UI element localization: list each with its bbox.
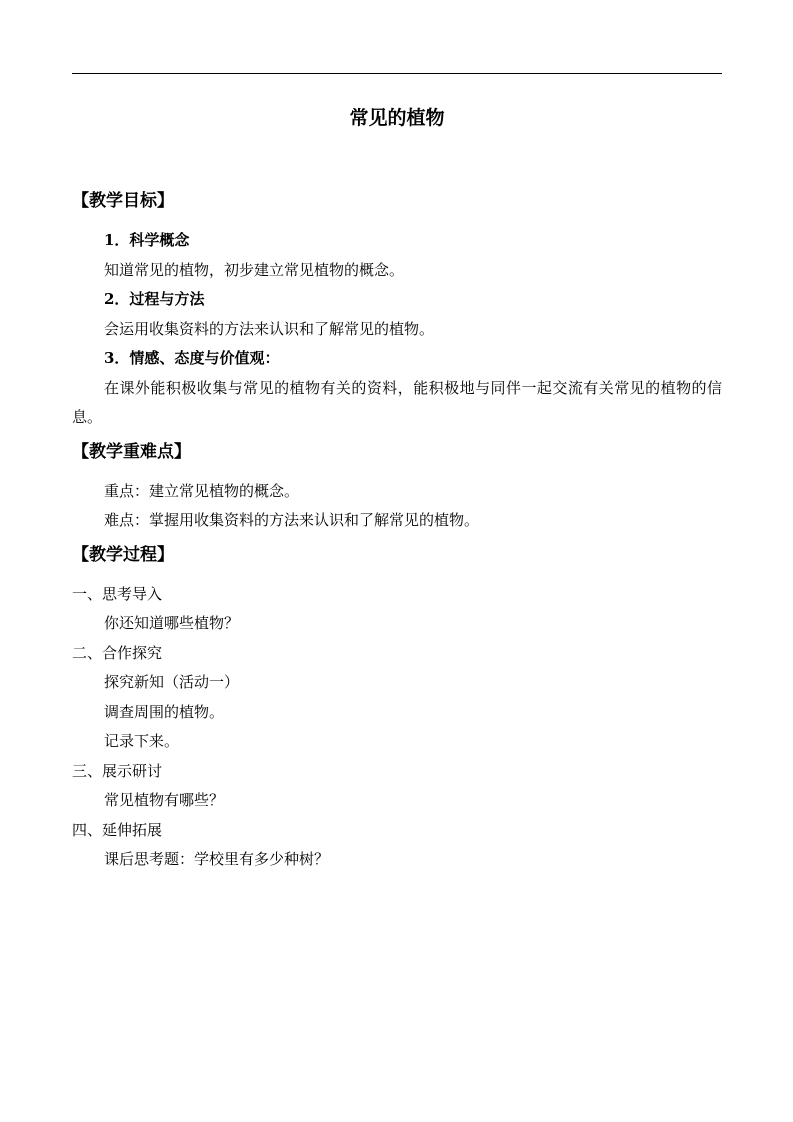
objective-text-1: 知道常见的植物，初步建立常见植物的概念。 <box>104 260 405 279</box>
document-body <box>72 186 722 875</box>
process-heading: 【教学过程】 <box>72 544 174 565</box>
objectives-section <box>72 186 722 433</box>
process-step-line: 常见植物有哪些？ <box>104 791 225 809</box>
process-step-title: 一、思考导入 <box>72 584 163 603</box>
key-points-section <box>72 437 722 536</box>
key-point-difficulty: 难点：掌握用收集资料的方法来认识和了解常见的植物。 <box>104 511 480 529</box>
key-points-heading: 【教学重难点】 <box>72 441 191 462</box>
process-section <box>72 540 722 875</box>
objective-label-3: 3．情感、态度与价值观： <box>104 349 280 367</box>
process-step-title: 四、延伸拓展 <box>72 820 163 839</box>
objective-label-1: 1．科学概念 <box>104 231 190 249</box>
header-rule <box>72 73 722 74</box>
objective-text-2: 会运用收集资料的方法来认识和了解常见的植物。 <box>104 319 435 338</box>
process-step-line: 你还知道哪些植物？ <box>104 614 240 632</box>
objective-label-2: 2．过程与方法 <box>104 290 205 308</box>
process-step-title: 二、合作探究 <box>72 643 163 662</box>
key-point-focus: 重点：建立常见植物的概念。 <box>104 481 300 500</box>
objective-text-3: 在课外能积极收集与常见的植物有关的资料，能积极地与同伴一起交流有关常见的植物的信息。 <box>72 378 722 426</box>
process-step-line: 调查周围的植物。 <box>104 702 225 721</box>
document-title: 常见的植物 <box>349 107 445 129</box>
process-step-line: 探究新知（活动一） <box>104 673 240 691</box>
process-step-line: 记录下来。 <box>104 732 180 750</box>
process-step-title: 三、展示研讨 <box>72 761 163 780</box>
process-step-line: 课后思考题：学校里有多少种树？ <box>104 850 330 868</box>
objectives-heading: 【教学目标】 <box>72 191 174 211</box>
